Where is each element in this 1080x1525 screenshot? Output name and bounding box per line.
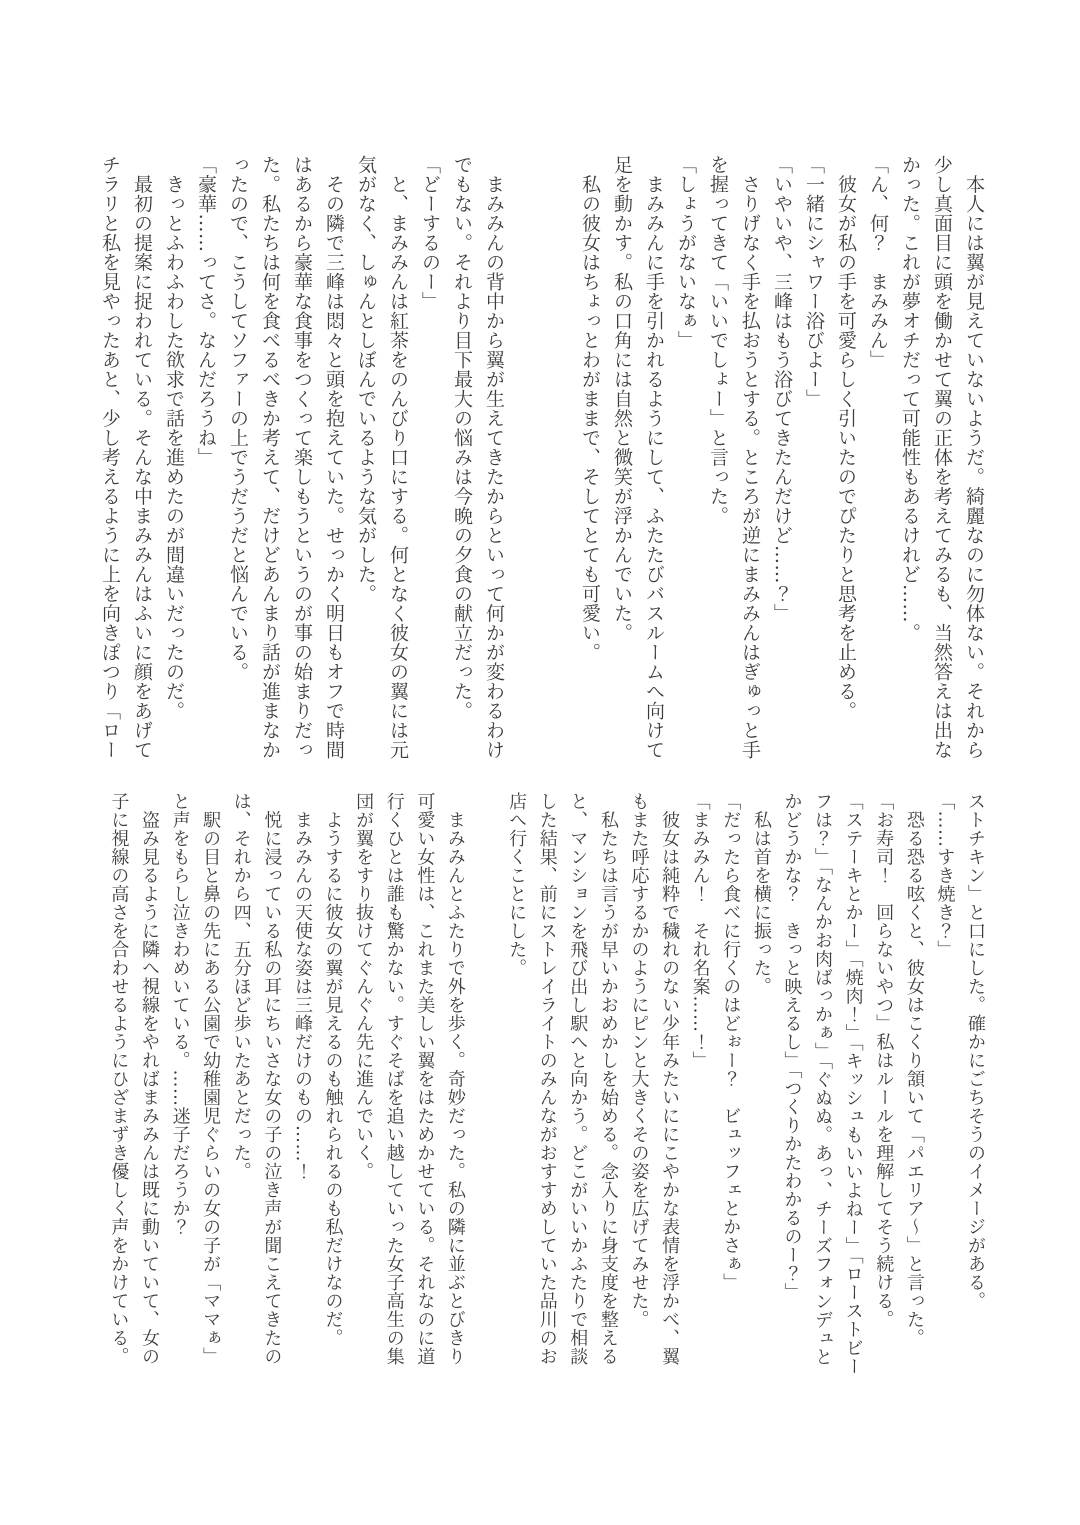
blank-line — [510, 155, 542, 765]
text-line: 「だったら食べに行くのはどぉー？ ビュッフェとかさぁ」 — [720, 792, 742, 1292]
text-line: ったので、こうしてソファーの上でうだうだと悩んでいる。 — [227, 155, 249, 682]
text-line: さりげなく手を払おうとする。ところが逆にまみみんはぎゅっと手 — [739, 155, 761, 760]
text-line: ストチキン」と口にした。確かにごちそうのイメージがある。 — [965, 792, 986, 1310]
text-line: と、マンションを飛び出し駅へと向かう。どこがいいかふたりで相談 — [567, 792, 589, 1366]
text-line: きっとふわふわした欲求で話を進めたのが間違いだったのだ。 — [163, 155, 185, 721]
text-line: 足を動かす。私の口角には自然と微笑が浮かんでいた。 — [611, 155, 633, 643]
text-line: まみみんに手を引かれるようにして、ふたたびバスルームへ向けて — [643, 155, 665, 760]
text-line: は、それから四、五分ほど歩いたあとだった。 — [230, 792, 252, 1181]
text-line: 「どーするのー」 — [419, 155, 441, 311]
text-line: 団が翼をすり抜けてぐんぐん先に進んでいく。 — [353, 792, 375, 1181]
text-line: 「一緒にシャワー浴びよー」 — [803, 155, 825, 409]
text-line: 子に視線の高さを合わせるようにひざまずき優しく声をかけている。 — [108, 792, 130, 1366]
text-line: チラリと私を見やったあと、少し考えるように上を向きぽつり「ロー — [99, 155, 121, 760]
text-line: 「ステーキとかー」「焼肉！」「キッシュもいいよねー」「ローストビー — [842, 792, 864, 1376]
text-line: 彼女は純粋で穢れのない少年みたいににこやかな表情を浮かべ、翼 — [659, 792, 681, 1366]
text-line: 悦に浸っている私の耳にちいさな女の子の泣き声が聞こえてきたの — [261, 792, 283, 1366]
text-line: かどうかな？ きっと映えるし」「つくりかたわかるのー？」 — [781, 792, 803, 1301]
text-line: フは？」「なんかお肉ばっかぁ」「ぐぬぬ。あっ、チーズフォンデュと — [812, 792, 834, 1366]
text-line: した結果、前にストレイライトのみんながおすすめしていた品川のお — [536, 792, 558, 1366]
text-line: を握ってきて「いいでしょー」と言った。 — [707, 155, 729, 526]
text-line: まみみんの背中から翼が生えてきたからといって何かが変わるわけ — [483, 155, 505, 760]
text-line: 「……すき焼き？」 — [934, 792, 956, 959]
text-line: 「まみみん！ それ名案……！」 — [689, 792, 711, 1070]
text-line: まみみんの天使な姿は三峰だけのもの……！ — [291, 792, 313, 1181]
text-line: 恐る恐る呟くと、彼女はこくり頷いて「パエリア～」と言った。 — [903, 792, 925, 1347]
text-line: 私の彼女はちょっとわがままで、そしてとても可愛い。 — [579, 155, 601, 662]
upper-page-text-block — [94, 155, 990, 765]
text-line: 可愛い女性は、これまた美しい翼をはためかせている。それなのに道 — [414, 792, 436, 1366]
text-line: 私たちは言うが早いかおめかしを始める。念入りに身支度を整える — [597, 792, 619, 1366]
text-line: と声をもらし泣きわめいている。……迷子だろうか？ — [169, 792, 191, 1236]
text-line: 本人には翼が見えていないようだ。綺麗なのに勿体ない。それから — [963, 155, 985, 760]
text-line: 「しょうがないなぁ」 — [675, 155, 697, 350]
text-line: 「豪華……ってさ。なんだろうね」 — [195, 155, 217, 467]
text-line: 最初の提案に捉われている。そんな中まみみんはふいに顔をあげて — [131, 155, 153, 760]
text-line: 店へ行くことにした。 — [506, 792, 528, 977]
text-line: まみみんとふたりで外を歩く。奇妙だった。私の隣に並ぶとびきり — [444, 792, 466, 1366]
text-line: 私は首を横に振った。 — [750, 792, 772, 996]
text-line: た。私たちは何を食べるべきか考えて、だけどあんまり話が進まなか — [259, 155, 281, 760]
text-line: はあるから豪華な食事をつくって楽しもうというのが事の始まりだっ — [291, 155, 313, 760]
text-line: 「お寿司！ 回らないやつ」私はルールを理解してそう続ける。 — [873, 792, 895, 1329]
text-line: 行くひとは誰も驚かない。すぐそばを追い越していった女子高生の集 — [383, 792, 405, 1366]
text-line: と、まみみんは紅茶をのんびり口にする。何となく彼女の翼には元 — [387, 155, 409, 760]
text-line: その隣で三峰は悶々と頭を抱えていた。せっかく明日もオフで時間 — [323, 155, 345, 760]
lower-page-text-block — [103, 792, 990, 1402]
text-line: 気がなく、しゅんとしぼんでいるような気がした。 — [355, 155, 377, 604]
text-line: 彼女が私の手を可愛らしく引いたのでぴたりと思考を止める。 — [835, 155, 857, 721]
text-line: かった。これが夢オチだって可能性もあるけれど……。 — [899, 155, 921, 643]
text-line: でもない。それより目下最大の悩みは今晩の夕食の献立だった。 — [451, 155, 473, 721]
text-line: もまた呼応するかのようにピンと大きくその姿を広げてみせた。 — [628, 792, 650, 1329]
text-line: ようするに彼女の翼が見えるのも触れられるのも私だけなのだ。 — [322, 792, 344, 1347]
text-line: 少し真面目に頭を働かせて翼の正体を考えてみるも、当然答えは出な — [931, 155, 953, 760]
text-line: 「いやいや、三峰はもう浴びてきたんだけど……？」 — [771, 155, 793, 623]
text-line: 盗み見るように隣へ視線をやればまみみんは既に動いていて、女の — [138, 792, 160, 1366]
text-line: 駅の目と鼻の先にある公園で幼稚園児ぐらいの女の子が「ママぁ」 — [200, 792, 222, 1366]
blank-line — [542, 155, 574, 765]
text-line: 「ん、何？ まみみん」 — [867, 155, 889, 370]
blank-line — [470, 792, 501, 1402]
